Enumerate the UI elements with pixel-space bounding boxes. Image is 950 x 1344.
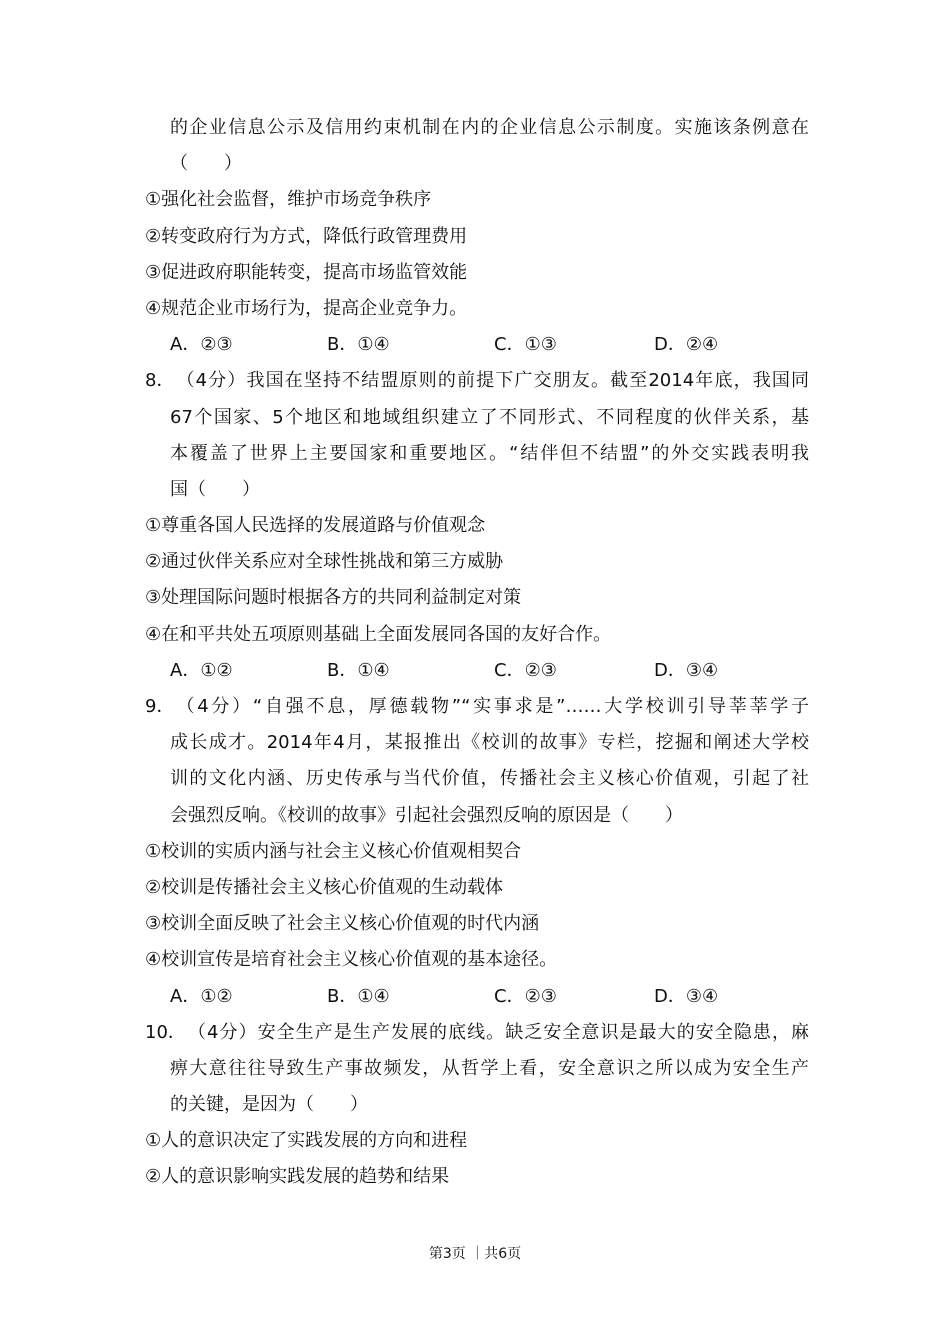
q8-options <box>145 653 809 689</box>
option-d: D．③④ <box>654 985 719 1007</box>
q8-choice: ④在和平共处五项原则基础上全面发展同各国的友好合作。 <box>145 623 612 645</box>
q9-stem-line: （4分）“自强不息，厚德载物”“实事求是”……大学校训引导莘莘学子 <box>176 696 809 717</box>
q10-choice: ②人的意识影响实践发展的趋势和结果 <box>145 1166 450 1188</box>
option-a: A．①② <box>170 985 233 1007</box>
q10-choice: ①人的意识决定了实践发展的方向和进程 <box>145 1130 468 1152</box>
q10-stem-line: 的关键，是因为（ ） <box>170 1094 368 1116</box>
q10-stem-line: （4分）安全生产是生产发展的底线。缺乏安全意识是最大的安全隐患，麻 <box>187 1021 809 1043</box>
question-number: 10． <box>145 1021 186 1043</box>
q8-stem-line: 国（ ） <box>170 478 260 500</box>
q9-header <box>145 689 809 725</box>
q8-stem-line: （4分）我国在坚持不结盟原则的前提下广交朋友。截至2014年底，我国同 <box>176 370 809 392</box>
q7-choice: ①强化社会监督，维护市场竞争秩序 <box>145 189 432 211</box>
option-d: D．③④ <box>654 659 719 681</box>
option-c: C．①③ <box>494 334 557 356</box>
q9-choice: ②校训是传播社会主义核心价值观的生动载体 <box>145 876 504 898</box>
q8-header <box>145 363 809 399</box>
q8-choice: ②通过伙伴关系应对全球性挑战和第三方威胁 <box>145 551 504 573</box>
q8-stem-line: 67个国家、5个地区和地域组织建立了不同形式、不同程度的伙伴关系，基 <box>170 406 809 428</box>
option-c: C．②③ <box>494 659 557 681</box>
q10-header <box>145 1015 809 1051</box>
question-number: 8． <box>145 370 175 392</box>
q7-choice: ③促进政府职能转变，提高市场监管效能 <box>145 261 468 283</box>
document-page <box>145 110 809 1196</box>
q9-stem-line: 训的文化内涵、历史传承与当代价值，传播社会主义核心价值观，引起了社 <box>170 768 809 790</box>
q8-stem-line: 本覆盖了世界上主要国家和重要地区。“结伴但不结盟”的外交实践表明我 <box>170 442 809 464</box>
q9-choice: ③校训全面反映了社会主义核心价值观的时代内涵 <box>145 913 540 935</box>
option-a: A．①② <box>170 659 233 681</box>
q9-choice: ①校训的实质内涵与社会主义核心价值观相契合 <box>145 840 522 862</box>
option-d: D．②④ <box>654 334 719 356</box>
page-footer: 第3页 ｜共6页 <box>428 1246 522 1262</box>
option-b: B．①④ <box>327 334 390 356</box>
q7-stem-line: 的企业信息公示及信用约束机制在内的企业信息公示制度。实施该条例意在 <box>170 117 809 138</box>
q8-choice: ①尊重各国人民选择的发展道路与价值观念 <box>145 515 486 537</box>
q7-stem-line: （ ） <box>170 153 242 175</box>
option-c: C．②③ <box>494 985 557 1007</box>
q7-choice: ④规范企业市场行为，提高企业竞争力。 <box>145 297 468 319</box>
q9-stem-line: 成长成才。2014年4月，某报推出《校训的故事》专栏，挖掘和阐述大学校 <box>170 732 809 754</box>
q8-choice: ③处理国际问题时根据各方的共同利益制定对策 <box>145 587 522 609</box>
q9-stem-line: 会强烈反响。《校训的故事》引起社会强烈反响的原因是（ ） <box>170 804 683 826</box>
question-number: 9． <box>145 696 175 717</box>
q10-stem-line: 痹大意往往导致生产事故频发，从哲学上看，安全意识之所以成为安全生产 <box>170 1057 809 1079</box>
q7-options <box>145 327 809 363</box>
q9-choice: ④校训宣传是培育社会主义核心价值观的基本途径。 <box>145 949 558 971</box>
q9-options <box>145 979 809 1015</box>
option-a: A．②③ <box>170 334 233 356</box>
option-b: B．①④ <box>327 985 390 1007</box>
q7-choice: ②转变政府行为方式，降低行政管理费用 <box>145 225 468 247</box>
option-b: B．①④ <box>327 659 390 681</box>
